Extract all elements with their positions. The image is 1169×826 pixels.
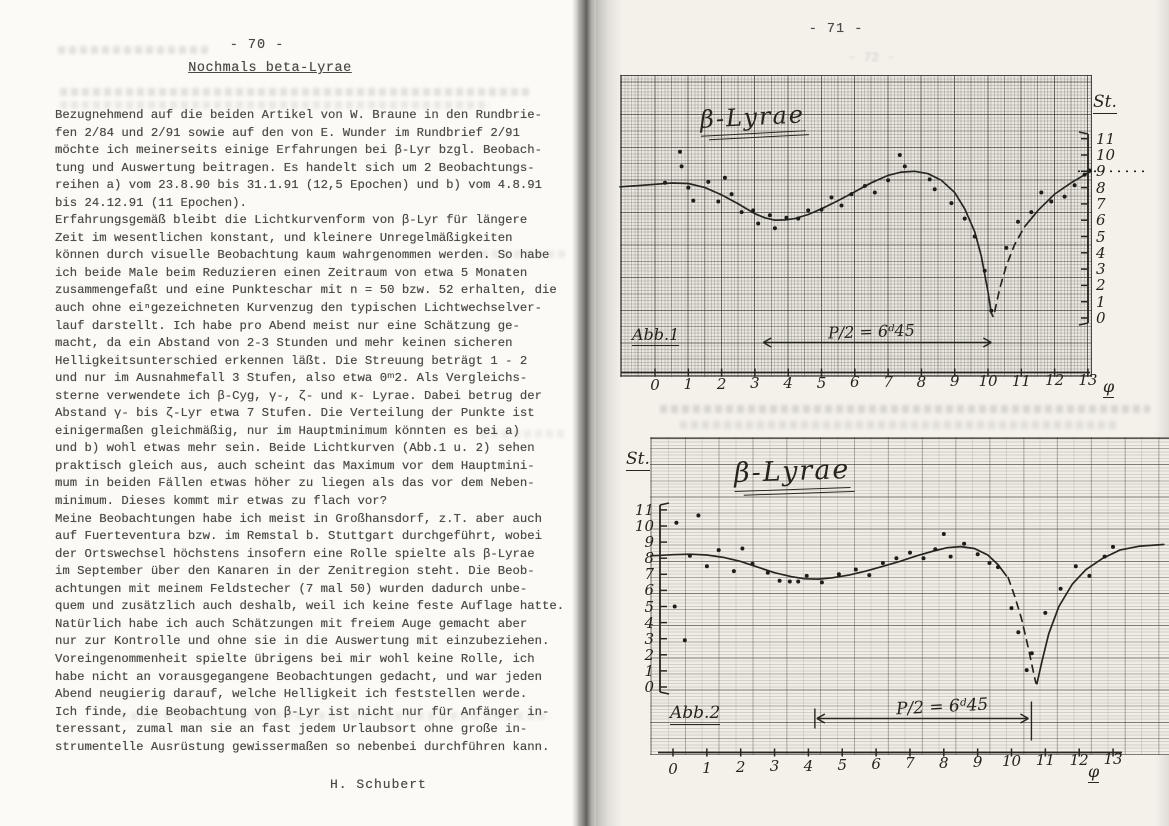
text-line: tung und Auswertung beitragen. Es handelt sich um 2 Beobachtungs- [55, 160, 535, 175]
text-line: minimum. Dieses kommt mir etwas zu flach vor? [55, 494, 388, 509]
text-line: achtungen mit meinem Feldstecher (7 mal 50) wurden dadurch unbe- [55, 581, 528, 596]
y-tick-label: 5 [1096, 227, 1106, 246]
article-title: Nochmals beta-Lyrae [188, 61, 352, 76]
bleedthrough-text [680, 421, 1120, 429]
x-tick-label: 7 [905, 754, 915, 773]
y-tick-label: 4 [644, 613, 654, 632]
y-tick-label: 1 [1096, 292, 1106, 311]
y-tick-label: 11 [634, 500, 654, 519]
text-line: praktisch gleich aus, auch scheint das Maximum vor dem Hauptmini- [55, 458, 535, 473]
chart1-title: β-Lyrae [699, 100, 806, 136]
x-tick-label: 2 [716, 374, 727, 393]
text-line: im September über den Kanaren in der Zenitregion steht. Die Beob- [55, 564, 535, 579]
x-tick-label: 6 [850, 373, 860, 392]
y-tick-label: 3 [1096, 260, 1106, 279]
text-line: der Ortswechsel höchstens insofern eine Rolle spielte als β-Lyrae [55, 546, 535, 561]
text-line: Ich finde, die Beobachtung von β-Lyr ist nicht nur für Anfänger in- [55, 704, 550, 719]
text-line: und b) wohl etwas mehr sein. Beide Lichtkurven (Abb.1 u. 2) sehen [55, 441, 535, 456]
text-line: auch ohne eiⁿgezeichneten Kurvenzug den typischen Lichtwechselver- [55, 301, 543, 316]
x-tick-label: 3 [769, 757, 780, 776]
y-tick-label: 6 [644, 581, 654, 600]
signature: H. Schubert [330, 777, 427, 792]
x-tick-label: 10 [978, 372, 998, 390]
y-tick-label: 9 [644, 533, 654, 552]
text-line: quem und zusätzlich auch deshalb, weil ich keine feste Auflage hatte. [55, 599, 565, 614]
text-line: Zeit im wesentlichen konstant, und kleinere Unregelmäßigkeiten [55, 230, 513, 245]
text-line: Abend neugierig darauf, welche Helligkeit ich feststellen werde. [55, 687, 528, 702]
x-tick-label: 1 [683, 375, 694, 394]
y-tick-label: 7 [1096, 194, 1106, 213]
x-tick-label: 13 [1103, 749, 1123, 768]
y-tick-label: 2 [644, 645, 654, 664]
text-line: sterne verwendete ich β-Cyg, γ-, ζ- und κ- Lyrae. Dabei betrug der [55, 388, 543, 403]
text-line: können durch visuelle Beobachtung kaum wahrgenommen werden. So habe [55, 248, 550, 263]
text-line: einigermaßen gleichmäßig, nur im Hauptminimum könnten es bei a) [55, 423, 520, 438]
article-body [55, 107, 571, 756]
y-tick-label: 7 [644, 565, 654, 584]
text-line: und nur im Ausnahmefall 3 Stufen, also etwa 0ᵐ2. Als Vergleichs- [55, 371, 528, 386]
chart1-y-axis-label: St. [1093, 92, 1117, 112]
x-tick-label: 7 [883, 373, 893, 392]
x-tick-label: 12 [1045, 371, 1065, 390]
chart1-figure-label: Abb.1 [632, 325, 680, 344]
bleedthrough-text [58, 46, 208, 54]
y-tick-label: 0 [1096, 309, 1106, 327]
chart1-x-axis-label: φ [1103, 377, 1115, 396]
y-tick-label: 3 [644, 629, 654, 648]
text-line: auf Fuerteventura bzw. im Remstal b. Stuttgart durchgeführt, wobei [55, 529, 543, 544]
x-tick-label: 3 [750, 374, 760, 393]
x-tick-label: 5 [816, 373, 827, 392]
x-tick-label: 13 [1078, 370, 1098, 389]
x-tick-label: 11 [1035, 751, 1055, 770]
x-tick-label: 10 [1001, 752, 1022, 770]
text-line: habe nicht an vorausgegangene Beobachtungen gedacht, und war jeden [55, 669, 543, 684]
text-line: Natürlich habe ich auch Schätzungen mit freiem Auge gemacht aber [55, 616, 528, 631]
x-tick-label: 1 [702, 758, 712, 777]
text-line: mum in beiden Fällen etwas höher zu liegen als das vor dem Neben- [55, 476, 535, 491]
bleedthrough-text [60, 88, 530, 96]
text-line: teressant, zumal man sie an fast jedem Urlaubsort ohne große in- [55, 722, 528, 737]
text-line: fen 2/84 und 2/91 sowie auf den von E. Wunder im Rundbrief 2/91 [55, 125, 520, 140]
text-line: bis 24.12.91 (11 Epochen). [55, 195, 247, 210]
y-tick-label: 2 [1096, 276, 1106, 295]
x-tick-label: 0 [668, 759, 678, 778]
x-tick-label: 5 [837, 755, 848, 774]
text-line: reihen a) vom 23.8.90 bis 31.1.91 (12,5 Epochen) und b) vom 4.8.91 [55, 178, 543, 193]
text-line: Meine Beobachtungen habe ich meist in Großhansdorf, z.T. aber auch [55, 511, 543, 526]
x-tick-label: 9 [949, 372, 960, 391]
page-number: - 70 - [229, 38, 285, 53]
text-line: macht, da ein Abstand von 2-3 Stunden und mehr keinen sicheren [55, 336, 513, 351]
text-line: nur zur Kontrolle und ohne sie in die Auswertung mit einzubeziehen. [55, 634, 550, 649]
text-line: Erfahrungsgemäß bleibt die Lichtkurvenform von β-Lyr für längere [55, 213, 528, 228]
chart1-period-annotation: P/2 = 6ᵈ45 [827, 320, 916, 343]
text-line: ich beide Male beim Reduzieren einen Zeitraum von etwa 5 Monaten [55, 265, 528, 280]
y-tick-label: 9 [1096, 162, 1106, 181]
chart2-y-axis-label: St. [626, 449, 650, 469]
y-tick-label: 1 [644, 661, 654, 680]
y-tick-label: 11 [1096, 129, 1116, 148]
x-tick-label: 4 [803, 756, 814, 775]
y-tick-label: 8 [1096, 178, 1106, 197]
page-gutter-shadow [572, 0, 608, 826]
x-tick-label: 4 [783, 374, 793, 393]
text-line: Helligkeitsunterschied erkennen läßt. Die Streuung beträgt 1 - 2 [55, 353, 528, 368]
page-number: - 71 - [808, 22, 864, 37]
text-line: möchte ich meinerseits einige Erfahrungen bei β-Lyr bzgl. Beobach- [55, 143, 543, 158]
text-line: zusammengefaßt und eine Punkteschar mit n = 50 bzw. 52 erhalten, die [55, 283, 557, 298]
x-tick-label: 12 [1069, 750, 1089, 769]
y-tick-label: 5 [644, 597, 654, 616]
text-line: Voreingenommenheit spielte übrigens bei mir wohl keine Rolle, ich [55, 651, 535, 666]
text-line: Bezugnehmend auf die beiden Artikel von W. Braune in den Rundbrie- [55, 108, 543, 122]
y-tick-label: 6 [1096, 211, 1106, 230]
y-tick-label: 10 [634, 517, 654, 535]
x-tick-label: 9 [972, 752, 983, 771]
left-page [0, 0, 578, 826]
y-tick-label: 10 [1096, 146, 1116, 164]
y-tick-label: 8 [644, 549, 654, 568]
chart2-period-annotation: P/2 = 6ᵈ45 [895, 694, 989, 720]
x-tick-label: 8 [916, 372, 927, 391]
chart2-figure-label: Abb.2 [670, 703, 721, 723]
x-tick-label: 0 [650, 375, 660, 394]
x-tick-label: 2 [735, 758, 746, 776]
y-tick-label: 0 [644, 678, 654, 696]
y-tick-label: 4 [1096, 243, 1106, 262]
bleedthrough-text [660, 405, 1150, 413]
x-tick-label: 6 [871, 755, 881, 773]
chart2-title: β-Lyrae [733, 454, 851, 492]
x-tick-label: 8 [939, 753, 949, 772]
chart2-x-axis-label: φ [1088, 762, 1100, 781]
x-tick-label: 11 [1011, 371, 1031, 390]
text-line: lauf darstellt. Ich habe pro Abend meist nur eine Schätzung ge- [55, 318, 520, 333]
text-line: strumentelle Ausrüstung gewissermaßen so nebenbei durchführen kann. [55, 739, 550, 754]
text-line: Abstand γ- bis ζ-Lyr etwa 7 Stufen. Die Verteilung der Punkte ist [55, 406, 535, 421]
ghost-page-number: - 72 - [848, 50, 895, 65]
